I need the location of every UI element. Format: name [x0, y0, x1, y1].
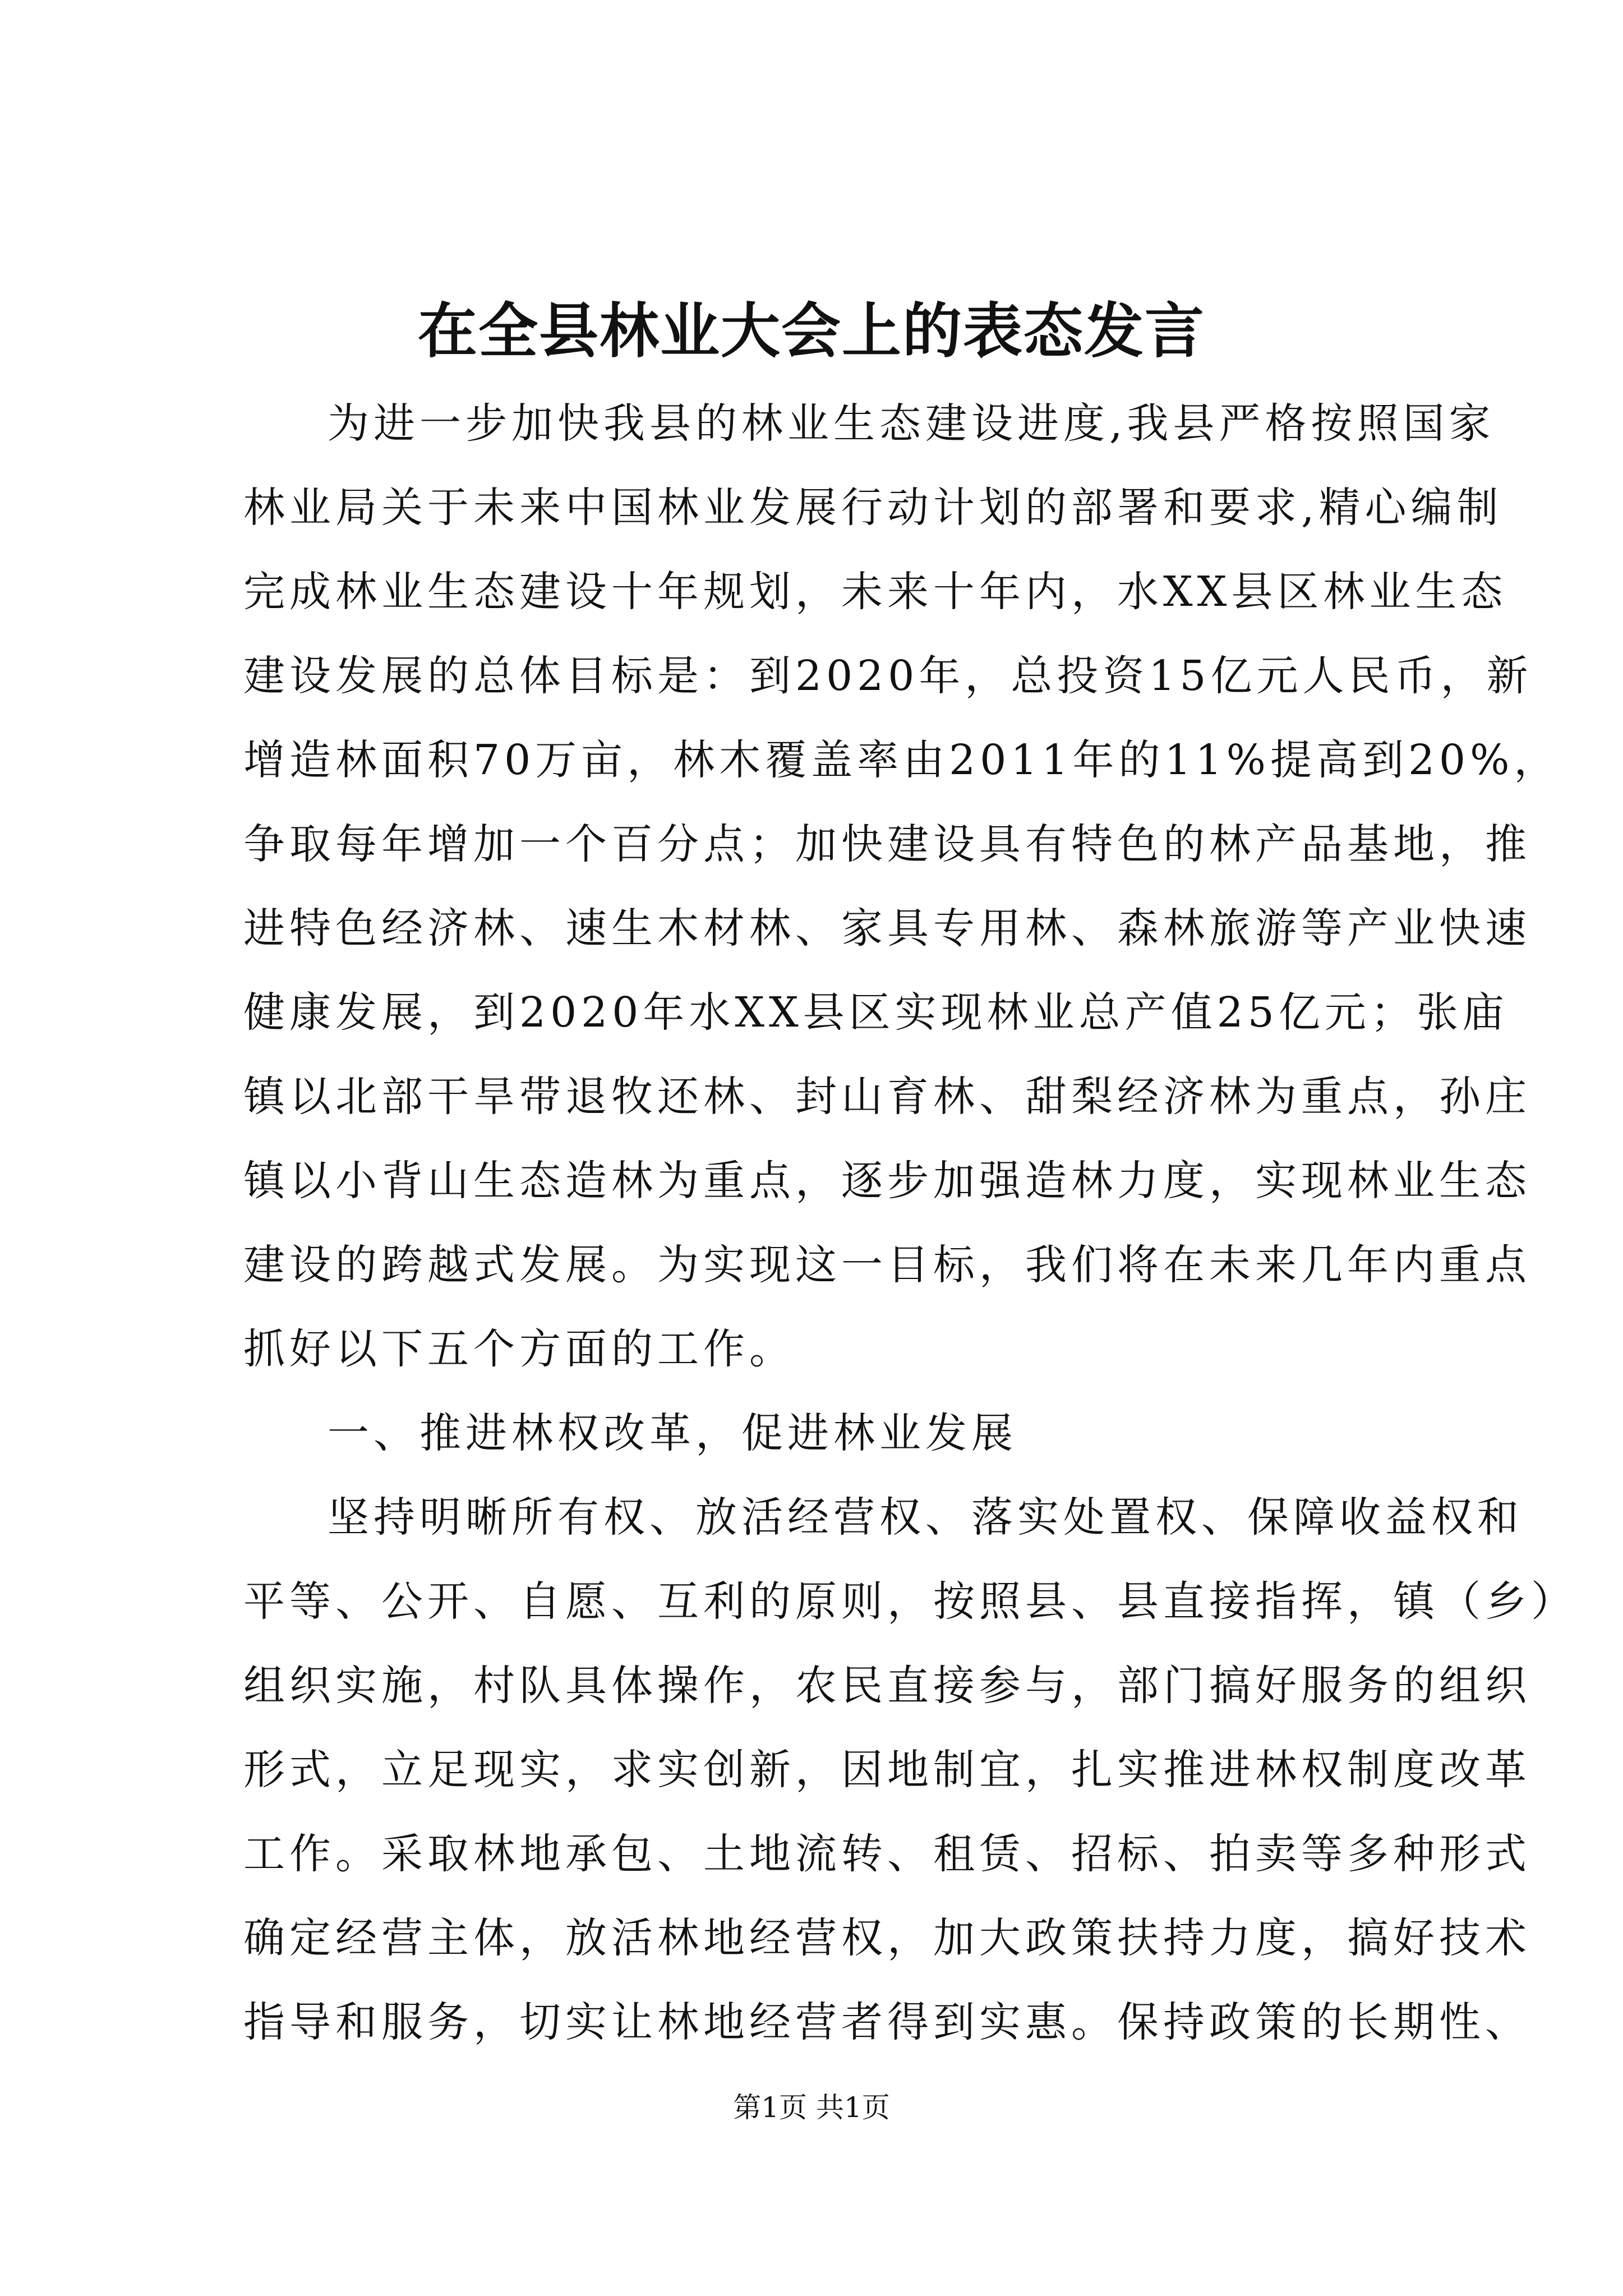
body-line: 建设的跨越式发展。为实现这一目标，我们将在未来几年内重点: [243, 1241, 1531, 1289]
body-line: 组织实施，村队具体操作，农民直接参与，部门搞好服务的组织: [243, 1662, 1531, 1710]
body-line: 健康发展，到2020年水XX县区实现林业总产值25亿元；张庙: [243, 988, 1509, 1037]
section-heading: 一、推进林权改革，促进林业发展: [328, 1409, 1017, 1457]
body-line: 建设发展的总体目标是：到2020年，总投资15亿元人民币，新: [243, 652, 1533, 700]
body-line: 增造林面积70万亩，林木覆盖率由2011年的11%提高到20%，: [243, 736, 1560, 784]
body-line: 确定经营主体，放活林地经营权，加大政策扶持力度，搞好技术: [243, 1914, 1531, 1962]
body-line: 完成林业生态建设十年规划，未来十年内，水XX县区林业生态: [243, 568, 1507, 616]
body-line: 坚持明晰所有权、放活经营权、落实处置权、保障收益权和: [328, 1493, 1523, 1542]
body-line: 进特色经济林、速生木材林、家具专用林、森林旅游等产业快速: [243, 904, 1531, 953]
body-line: 林业局关于未来中国林业发展行动计划的部署和要求,精心编制: [243, 484, 1503, 532]
body-line: 工作。采取林地承包、土地流转、租赁、招标、拍卖等多种形式: [243, 1830, 1531, 1878]
body-line: 争取每年增加一个百分点；加快建设具有特色的林产品基地，推: [243, 820, 1531, 868]
body-line: 镇以北部干旱带退牧还林、封山育林、甜梨经济林为重点，孙庄: [243, 1073, 1531, 1121]
body-line: 平等、公开、自愿、互利的原则，按照县、县直接指挥，镇（乡）: [243, 1577, 1577, 1626]
body-line: 抓好以下五个方面的工作。: [243, 1325, 795, 1373]
body-line: 为进一步加快我县的林业生态建设进度,我县严格按照国家: [328, 399, 1495, 448]
body-text: [243, 381, 1577, 2064]
body-line: 形式，立足现实，求实创新，因地制宜，扎实推进林权制度改革: [243, 1746, 1531, 1794]
body-line: 镇以小背山生态造林为重点，逐步加强造林力度，实现林业生态: [243, 1157, 1531, 1205]
body-line: 指导和服务，切实让林地经营者得到实惠。保持政策的长期性、: [243, 1998, 1531, 2046]
page-footer: 第1页 共1页: [733, 2091, 890, 2124]
page-title: 在全县林业大会上的表态发言: [418, 296, 1205, 366]
